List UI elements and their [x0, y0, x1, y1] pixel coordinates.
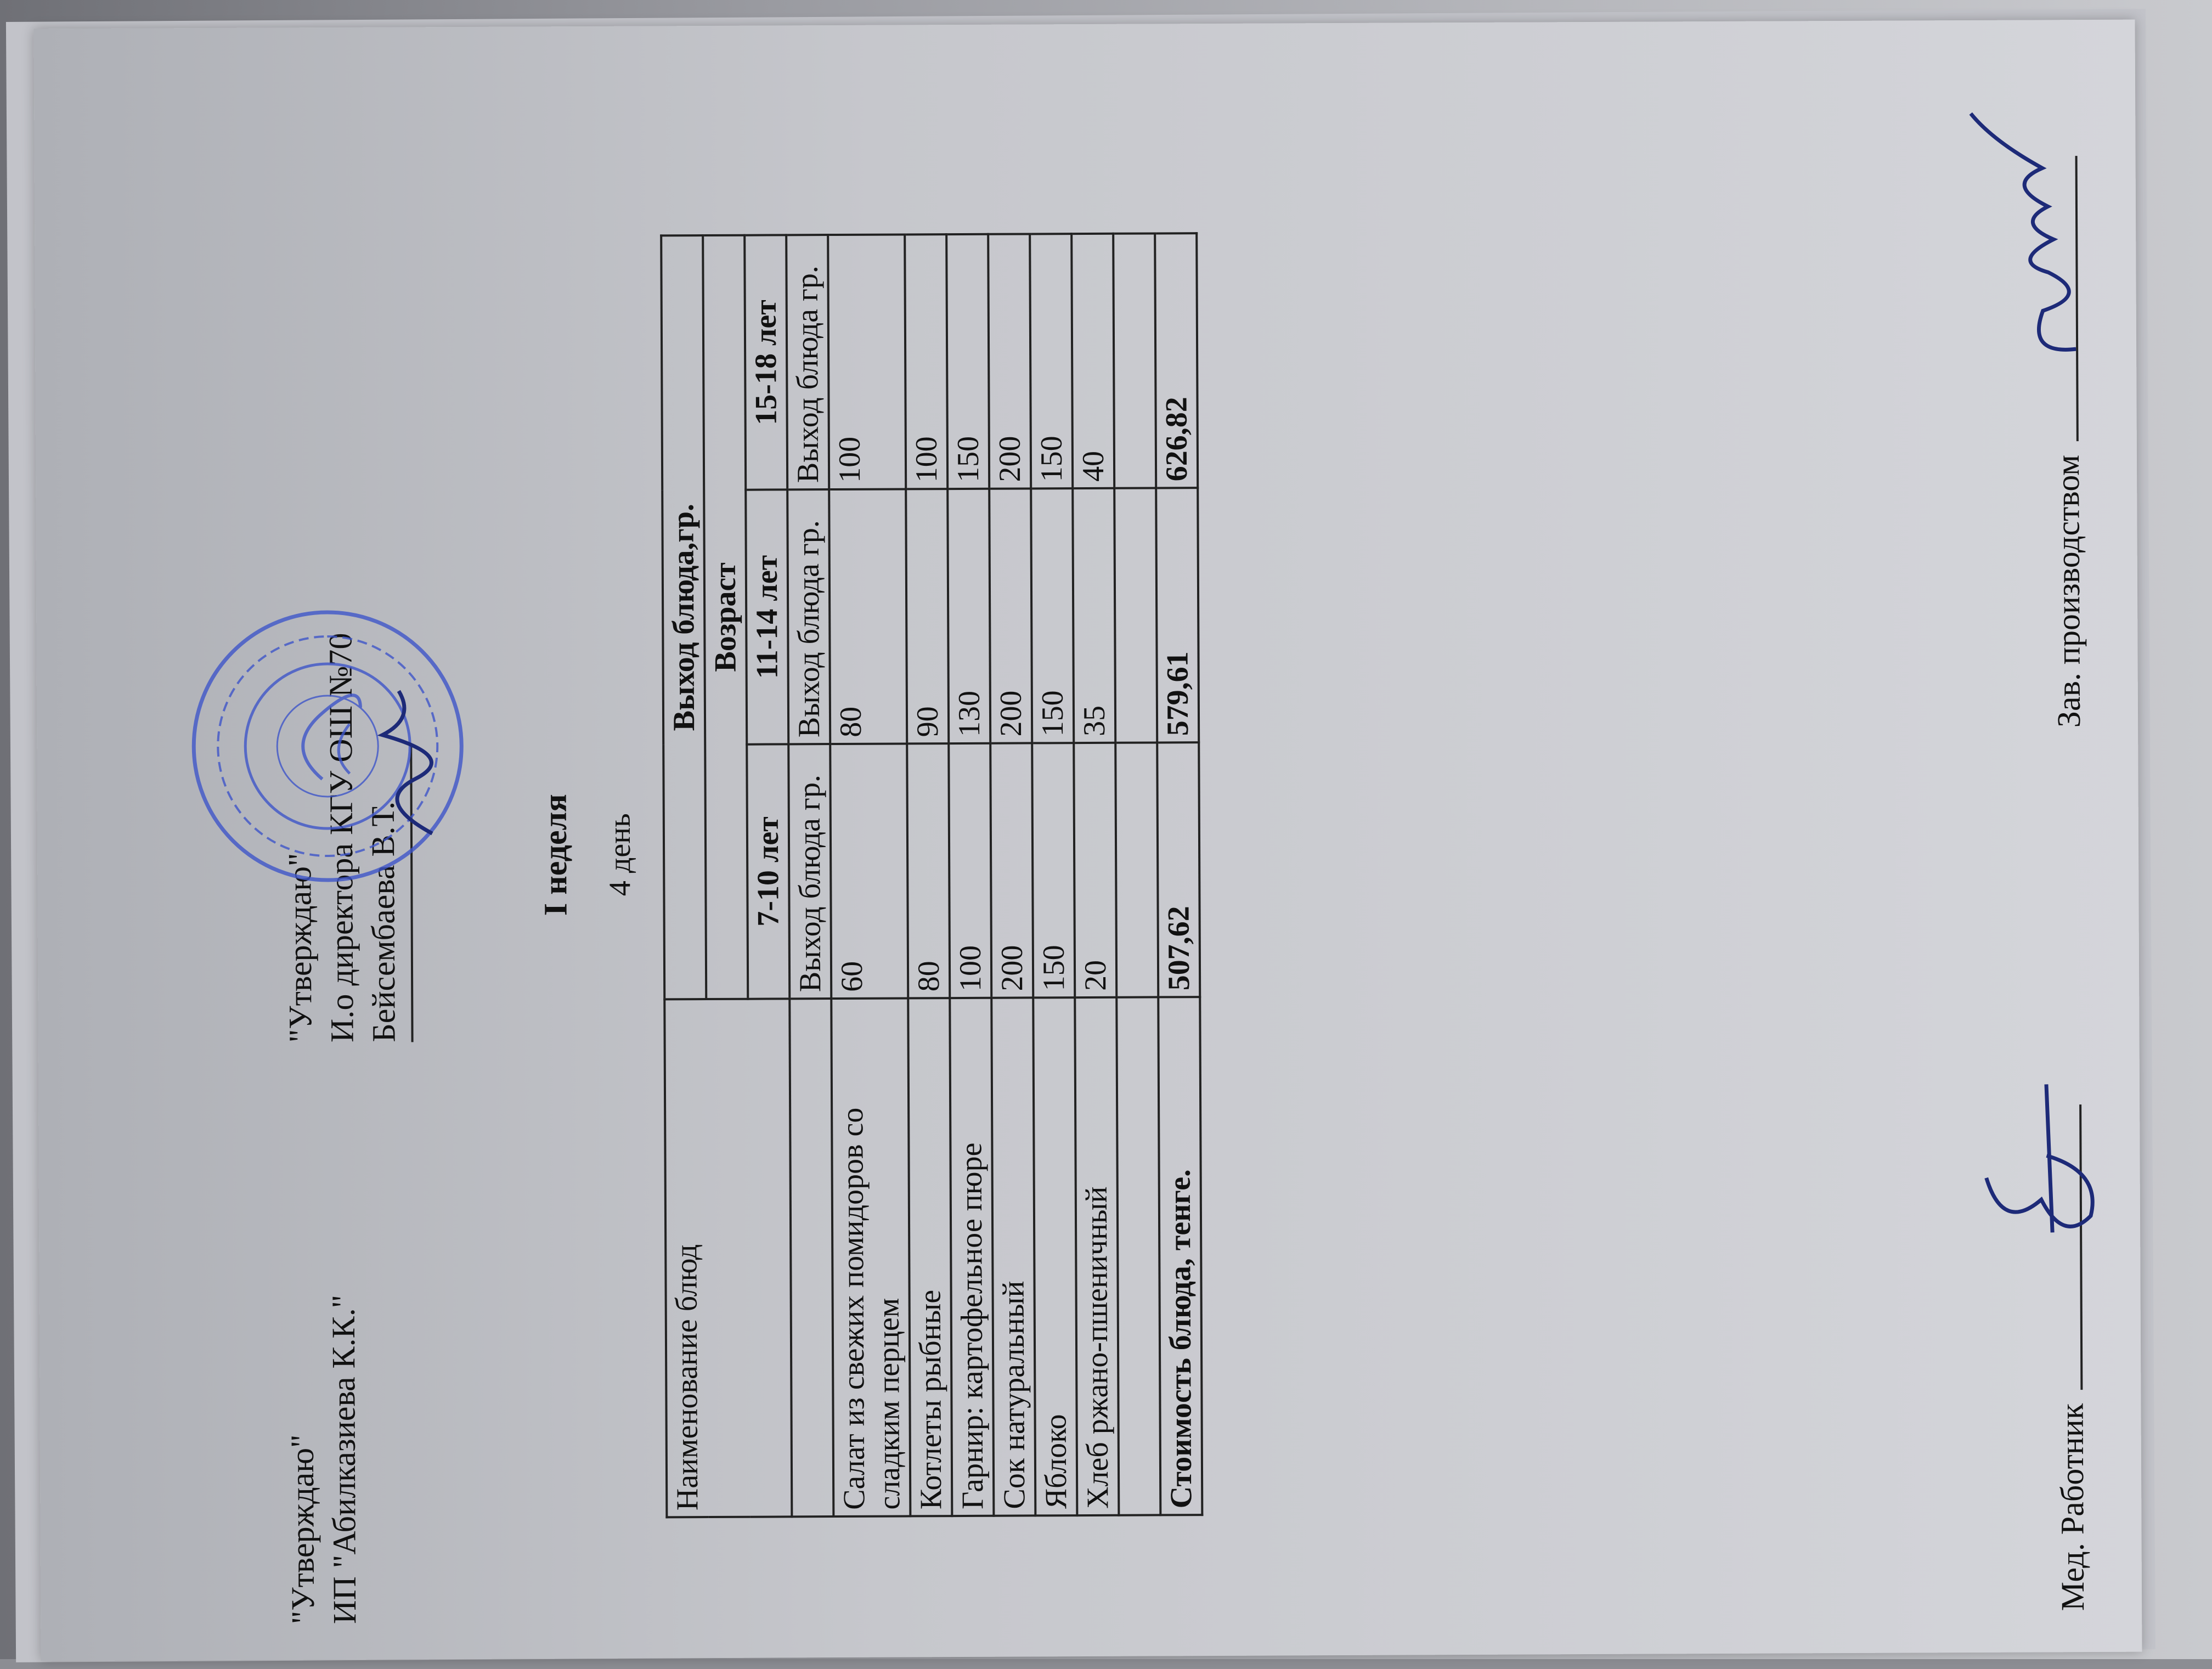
yield-header: Выход блюда,гр. [661, 235, 706, 999]
med-worker-label: Мед. Работник [2053, 1403, 2091, 1611]
paper-sheet [34, 20, 2142, 1661]
dish-name: Салат из свежих помидоров со сладким перцем [831, 998, 910, 1516]
dish-name: Хлеб ржано-пшеничный [1075, 997, 1119, 1515]
dish-value: 40 [1071, 234, 1114, 488]
total-value: 626,82 [1155, 233, 1198, 488]
age-group-15-18: 15-18 лет [744, 235, 787, 489]
age-group-7-10: 7-10 лет [747, 744, 789, 999]
age-header: Возраст [703, 235, 748, 999]
day-title: 4 день [602, 813, 637, 896]
yield-label: Выход блюда гр. [788, 744, 831, 999]
total-value: 579,61 [1156, 488, 1199, 742]
empty-row [1113, 233, 1160, 1515]
name-column-header: Наименование блюд [664, 999, 792, 1517]
dish-value: 130 [947, 489, 990, 743]
header-row-1 [661, 235, 708, 1517]
age-group-11-14: 11-14 лет [746, 489, 788, 744]
dish-value: 200 [989, 488, 1032, 743]
approval-right-line1: "Утверждаю" [281, 853, 319, 1043]
table-row [1071, 234, 1119, 1515]
dish-name: Гарнир: картофельное пюре [950, 998, 994, 1516]
table-row [988, 234, 1035, 1515]
approval-right-line2: И.о директора КГУ ОШ №70 [322, 633, 360, 1043]
dish-name: Котлеты рыбные [908, 998, 952, 1516]
director-signature [349, 680, 460, 845]
dish-value: 20 [1074, 743, 1116, 997]
dish-value: 150 [1031, 488, 1074, 743]
week-title: I неделя [537, 794, 574, 916]
dish-value: 150 [1032, 743, 1075, 997]
table-row [1030, 234, 1077, 1515]
yield-label: Выход блюда гр. [787, 489, 830, 744]
menu-document [116, 36, 2197, 1668]
dish-value: 80 [829, 489, 907, 744]
approval-left-line2: ИП "Абилказиева К.К." [325, 1294, 363, 1625]
total-value: 507,62 [1157, 742, 1200, 997]
menu-table [660, 232, 1203, 1518]
total-row [1155, 233, 1202, 1515]
table-row [905, 234, 952, 1516]
dish-value: 200 [988, 234, 1031, 488]
dish-value: 60 [830, 743, 908, 999]
production-head-signature [1960, 108, 2136, 371]
approval-right-line3: Бейсембаева В.Т. [364, 801, 402, 1042]
approval-left-line1: "Утверждаю" [284, 1434, 321, 1625]
yield-label-row [786, 235, 833, 1516]
table-row [828, 234, 910, 1516]
yield-label: Выход блюда гр. [786, 235, 829, 489]
dish-value: 150 [1030, 234, 1073, 488]
dish-value: 100 [828, 234, 906, 489]
dish-value: 35 [1073, 488, 1115, 743]
dish-name: Яблоко [1033, 997, 1077, 1515]
dish-value: 80 [907, 743, 950, 998]
dish-value: 150 [946, 234, 989, 489]
dish-value: 200 [990, 743, 1033, 997]
table-row [946, 234, 994, 1516]
dish-value: 100 [905, 234, 947, 489]
dish-name: Сок натуральный [991, 997, 1035, 1515]
dish-value: 90 [906, 489, 949, 743]
approval-left [281, 1295, 366, 1625]
total-label: Стоимость блюда, тенге. [1158, 997, 1202, 1515]
med-worker-signature [1970, 1079, 2113, 1266]
production-head-label: Зав. производством [2049, 454, 2087, 728]
dish-value: 100 [949, 743, 991, 998]
empty-cell [789, 999, 833, 1516]
